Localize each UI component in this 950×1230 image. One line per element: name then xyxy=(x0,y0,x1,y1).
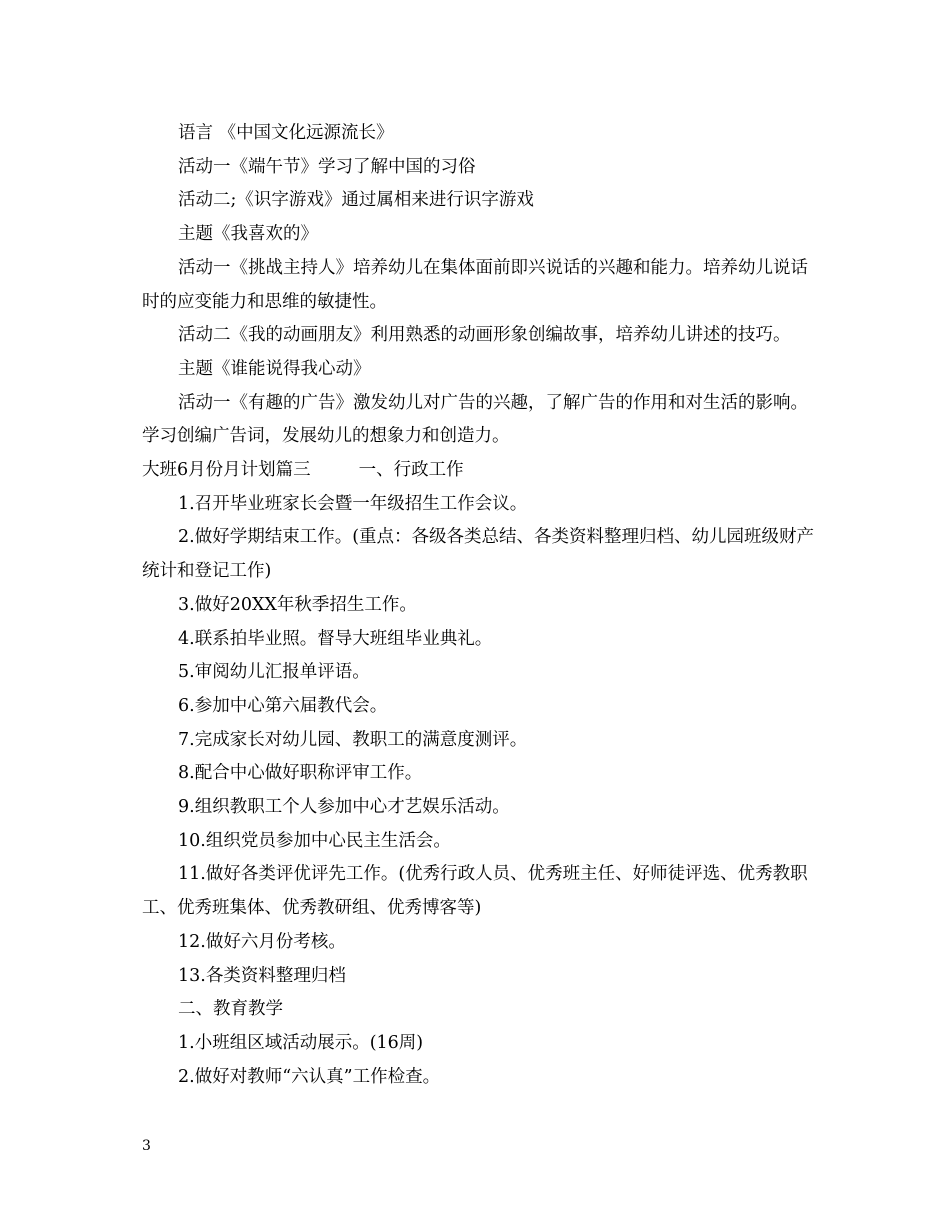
page-number: 3 xyxy=(142,1138,151,1154)
paragraph: 活动一《有趣的广告》激发幼儿对广告的兴趣，了解广告的作用和对生活的影响。学习创编广告词，发展幼儿的想象力和创造力。 xyxy=(142,392,808,447)
list-item: 8.配合中心做好职称评审工作。 xyxy=(178,763,423,784)
list-item: 2.做好学期结束工作。(重点：各级各类总结、各类资料整理归档、幼儿园班级财产统计和登记工作) xyxy=(142,527,815,582)
paragraph: 活动二;《识字游戏》通过属相来进行识字游戏 xyxy=(178,190,534,211)
paragraph: 语言 《中国文化远源流长》 xyxy=(178,123,394,143)
list-item: 1.召开毕业班家长会暨一年级招生工作会议。 xyxy=(178,493,528,514)
paragraph: 活动一《挑战主持人》培养幼儿在集体面前即兴说话的兴趣和能力。培养幼儿说话时的应变能力和思维的敏捷性。 xyxy=(142,257,808,312)
paragraph: 主题《我喜欢的》 xyxy=(178,224,318,245)
section-heading: 二、教育教学 xyxy=(178,999,283,1020)
paragraph: 主题《谁能说得我心动》 xyxy=(178,358,371,379)
paragraph: 活动一《端午节》学习了解中国的习俗 xyxy=(178,156,476,177)
section-heading-line xyxy=(142,454,822,488)
list-item: 6.参加中心第六届教代会。 xyxy=(178,695,388,716)
list-item: 1.小班组区域活动展示。(16周) xyxy=(178,1032,424,1053)
list-item: 7.完成家长对幼儿园、教职工的满意度测评。 xyxy=(178,729,528,750)
list-item: 13.各类资料整理归档 xyxy=(178,965,346,986)
section-title: 大班6月份月计划篇三 xyxy=(142,460,311,481)
section-subtitle: 一、行政工作 xyxy=(358,460,464,481)
list-item: 2.做好对教师“六认真”工作检查。 xyxy=(178,1066,441,1087)
document-body xyxy=(142,117,822,1094)
list-item: 3.做好20XX年秋季招生工作。 xyxy=(178,594,417,615)
list-item: 10.组织党员参加中心民主生活会。 xyxy=(178,830,451,851)
list-item: 12.做好六月份考核。 xyxy=(178,931,346,952)
list-item: 11.做好各类评优评先工作。(优秀行政人员、优秀班主任、好师徒评选、优秀教职工、优秀班集体、优秀教研组、优秀博客等) xyxy=(142,864,808,919)
list-item: 4.联系拍毕业照。督导大班组毕业典礼。 xyxy=(178,628,493,649)
list-item: 9.组织教职工个人参加中心才艺娱乐活动。 xyxy=(178,797,510,818)
paragraph: 活动二《我的动画朋友》利用熟悉的动画形象创编故事，培养幼儿讲述的技巧。 xyxy=(178,325,791,346)
list-item: 5.审阅幼儿汇报单评语。 xyxy=(178,662,370,683)
